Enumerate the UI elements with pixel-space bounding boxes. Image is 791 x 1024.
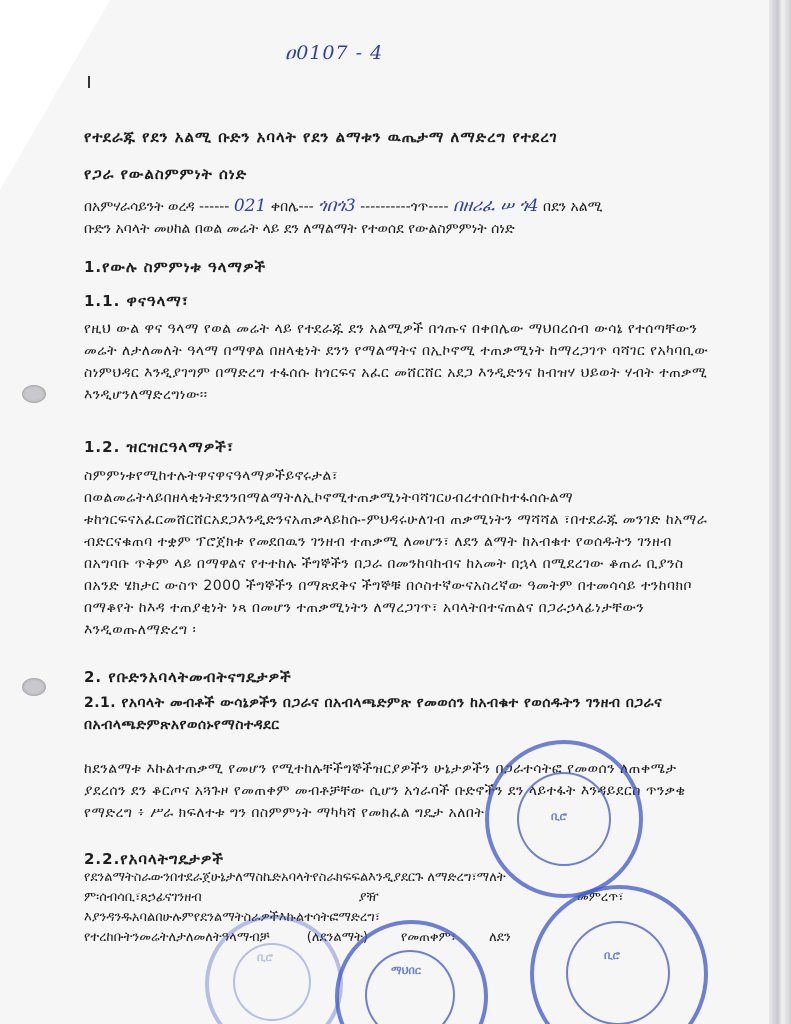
section22-line-2: ም፡ሰብሳቢ፣ጸኃፊናገንዘብ ያዥ መምረጥ፣ [84, 890, 624, 905]
section12-body: ስምምነቱየሚከተሉትዋናዋናዓላማዎችይኖሩታል፣ በወልመሬትላይበዘላቂነትደንንበማልማትለኢኮኖሚተጠቃሚነትባሻገርሀብረተሰቡከተፋሰሱልማ ቱከጎርፍናአፈርመሸርሸርአደጋእንዲድንናአጠቃላይከሱ-ምህዳሩሁለገብ ጠቃሚነትን ማሻሻል ፣በተደራጁ መንገድ ከአማራ ብድርናቁጠባ ተቋም ፕሮጀክቱ የመደበዉን ገንዘብ ተጠቃሚ ለመሆን፣ ለደን ልማት ከአብቁተ የወሰዱትን ገንዘብ በአግባቡ ጥቅም ላይ በማዋልና የተተከሉ ችግኞችን በጋራ በመንከባከብና ከአመት በኋላ በሚደረገው ቆጠራ ቢያንስ በአንድ ሄክታር ውስጥ 2000 ችግኞችን በማጽደቅና ችግኞቹ በሶስተኛውናአስረኛው ዓመትም በተመሳሳይ ተንከባክቦ በማቆየት ከእዳ ተጠያቂነት ነጻ በመሆን ተጠቃሚነትን ለማረጋገጥ፣ አባላትበተናጠልና በጋራኃላፊነታቸውን እንዲወጡለማድረግ ፡ [84, 468, 708, 638]
stamp-text: ቢሮ [257, 951, 273, 964]
page-edge [769, 0, 791, 1024]
punch-hole-bottom [22, 678, 46, 696]
stamp-text: ቢሮ [551, 810, 567, 823]
section1-heading: 1.የውሉ ስምምነቱ ዓላማዎች [84, 258, 267, 276]
got-handwritten: በዘሪፈ ሠ ጎ4 [452, 196, 539, 216]
folded-corner [0, 0, 110, 190]
staple-mark [88, 76, 90, 88]
document-subtitle: የጋራ የውልስምምነት ሰነድ [84, 165, 248, 183]
section22-heading: 2.2.የአባላትግዴታዎች [84, 850, 224, 868]
kebele-label: ቀበሌ--- [270, 199, 314, 215]
section22-line-3: እያንዳንዱአባልበሁሉምየደንልማትስራዎችእኩልተሳትፎማድረግ፣ [84, 910, 381, 925]
intro-suffix: በደን አልሚ [543, 199, 603, 215]
official-stamp [530, 885, 708, 1024]
section21-heading: 2.1. የአባላት መብቶች ውሳኔዎችን በጋራና በአብላጫድምጽ የመወሰን ከአብቁተ የወሰዱትን ገንዘብ በጋራና በአብላጫድምጽአየወሰኑየማስተዳደር [84, 695, 663, 733]
punch-hole-top [22, 385, 46, 403]
woreda-handwritten: 021 [233, 196, 267, 216]
section11-heading: 1.1. ዋናዓላማ፣ [84, 292, 189, 310]
document-title: የተደራጁ የደን አልሚ ቡድን አባላት የደን ልማቱን ዉጤታማ ለማድረግ የተደረገ [84, 128, 558, 146]
section21-body: ከደንልማቱ እኩልተጠቃሚ የመሆን የሚተከሉቸችግኞችዝርያዎችን ሁኔታዎችን በጋራተሳትፎ የመወሰን ለጠቀሜታ ያደረሰን ደን ቆርጦና አጓጉዞ የመጠቀም መብቶቻቸው ሲሆን አጎራባች ቡድኖችን ደን ላይተፋት እንዳይደርስ ጥንቃቄ የማድረግ ፥ ሥራ ክፍለተቱ ግን በስምምነት ማካካሻ የመክፈል ግዴታ አለበት [84, 761, 686, 821]
handwritten-code: ዐ0107 - 4 [285, 42, 384, 64]
section12-heading: 1.2. ዝርዝርዓላማዎች፣ [84, 438, 234, 456]
section22-line-1: የደንልማትስራውንበተደራጀሁኔታለማስኬድአባላትየስራክፍፍልእንዲያደርጉ ለማድረግ፣ማለት [84, 870, 506, 885]
section11-body: የዚህ ውል ዋና ዓላማ የወል መሬት ላይ የተደራጁ ደን አልሚዎች በጎጡና በቀበሌው ማህበረሰብ ውሳኔ የተሰጣቸውን መሬት ለታለመለት ዓላማ በማዋል በዘላቂነት ደንን የማልማትና በኢኮኖሚ ተጠቃሚነት ከማረጋገጥ ባሻገር የአካባቢው ስነምህዳር እንዲያገግም በማድረግ ተፋሰሱ ከጎርፍና አፈር መሸርሸር አደጋ እንዲድንና ከብዝሃ ህይወት ሃብት ተጠቃሚ እንዲሆንለማድረግነው፡፡ [84, 321, 709, 403]
section22-line-4: የተረከቡትንመሬትለታለመለትዓላማብቻ (ለደንልማት) የመጠቀም፣ ለደን [84, 930, 511, 945]
official-stamp [485, 740, 643, 898]
intro-prefix: በአምሃራሳይንት ወረዳ ------ [84, 199, 230, 215]
intro-line-1 [84, 196, 714, 216]
stamp-text: ቢሮ [604, 949, 620, 962]
got-label: ----------ጎጥ---- [360, 199, 449, 215]
intro-line-2: ቡድን አባላት መሀከል በወል መሬት ላይ ደን ለማልማት የተወሰደ የውልስምምነት ሰነድ [84, 221, 515, 237]
stamp-text: ማህበር [391, 964, 421, 977]
section2-heading: 2. የቡድንአባላትመብትናግዴታዎች [84, 668, 292, 686]
kebele-handwritten: ጎበጎ3 [318, 196, 356, 216]
